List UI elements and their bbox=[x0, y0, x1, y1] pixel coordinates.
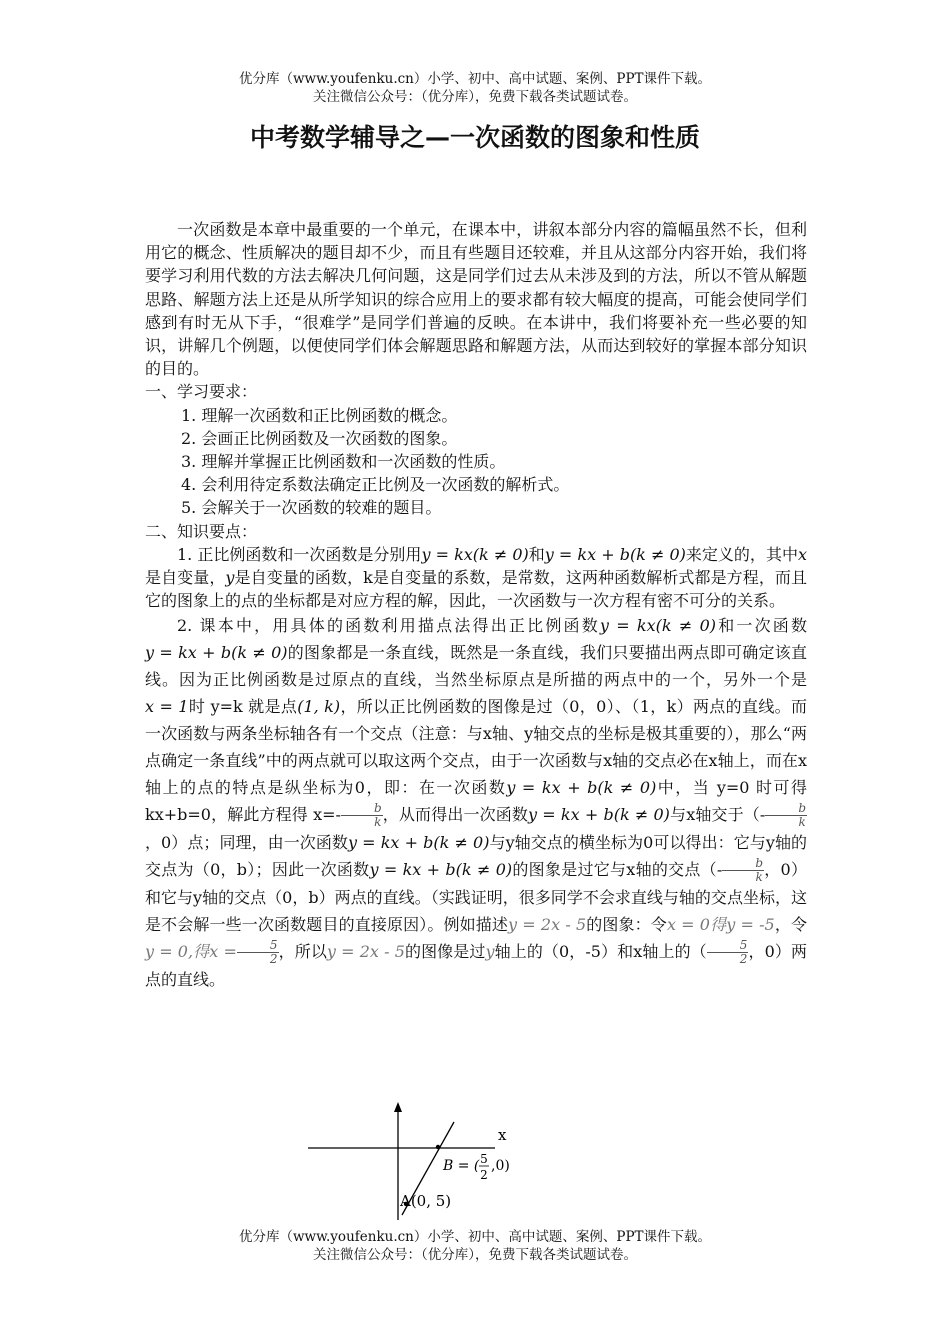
point-b-label: B = ( bbox=[443, 1158, 480, 1174]
document-title: 中考数学辅导之—一次函数的图象和性质 bbox=[249, 123, 700, 152]
point-b bbox=[436, 1145, 440, 1149]
section-2-heading: 二、知识要点： bbox=[145, 521, 258, 541]
x-axis-label: x bbox=[498, 1126, 507, 1144]
knowledge-point-1: 1. 正比例函数和一次函数是分别用y = kx(k ≠ 0)和y = kx + b(k ≠ 0)来定义的，其中x是自变量，y是自变量的函数，k是自变量的系数，是常数，这两种函数解析式都是方程，而且它的图象上的点的坐标都是对应方程的解，因此，一次函数与一次方程有密不可分的关系。 bbox=[145, 544, 807, 611]
requirement-item: 5. 会解关于一次函数的较难的题目。 bbox=[181, 498, 442, 518]
knowledge-point-2: 2. 课本中，用具体的函数利用描点法得出正比例函数y = kx(k ≠ 0)和一次函数y = kx + b(k ≠ 0)的图象都是一条直线，既然是一条直线，我们只要描出两点即可确定该直线。因为正比例函数是过原点的直线，当然坐标原点是所描的两点中的一个，另外一个是x = 1时 y=k 就是点(1, k)，所以正比例函数的图像是过（0，0）、（1，k）两点的直线。而一次函数与两条坐标轴各有一个交点（注意：与x轴、y轴交点的坐标是极其重要的），那么“两点确定一条直线”中的两点就可以取这两个交点，由于一次函数与x轴的交点必在x轴上，而在x轴上的点的特点是纵坐标为0，即：在一次函数y = kx + b(k ≠ 0)中，当 y=0 时可得 kx+b=0，解此方程得 x=- $\frac{b}{k}$ ，从而得出一次函数y = kx + b(k ≠ 0)与x轴交于（- $\frac{b}{k}$ ，0）点；同理，由一次函数y = kx + b(k ≠ 0)与y轴交点的横坐标为0可以得出：它与y轴的交点为（0，b）；因此一次函数y = kx + b(k ≠ 0)的图象是过它与x轴的交点（- $\frac{b}{k}$ ，0）和它与y轴的交点（0，b）两点的直线。（实践证明，很多同学不会求直线与轴的交点坐标，这是不会解一些一次函数题目的直接原因）。例如描述y = 2x - 5的图象：令x = 0得y = -5，令y = 0,得x = $\frac{5}{2}$ ，所以y = 2x - 5的图像是过y轴上的（0，-5）和x轴上的（ $\frac{5}{2}$ ，0）两点的直线。 bbox=[145, 616, 808, 990]
footer-line-1: 优分库（www.youfenku.cn）小学、初中、高中试题、案例、PPT课件下载。 bbox=[238, 1229, 712, 1245]
section-1-heading: 一、学习要求： bbox=[145, 382, 258, 402]
fraction-5-over-2: $\frac{5}{2}$ bbox=[237, 939, 279, 966]
point-b-frac-num: 5 bbox=[480, 1152, 488, 1166]
fraction-b-over-k: $\frac{b}{k}$ bbox=[765, 802, 807, 829]
point-a-label: A(0, 5) bbox=[400, 1192, 452, 1210]
requirement-item: 2. 会画正比例函数及一次函数的图象。 bbox=[181, 428, 458, 448]
fraction-5-over-2: $\frac{5}{2}$ bbox=[707, 939, 749, 966]
requirement-item: 1. 理解一次函数和正比例函数的概念。 bbox=[181, 405, 458, 425]
fraction-b-over-k: $\frac{b}{k}$ bbox=[341, 802, 383, 829]
fraction-b-over-k: $\frac{b}{k}$ bbox=[722, 857, 764, 884]
y-axis-arrow-icon bbox=[394, 1102, 402, 1112]
requirement-item: 4. 会利用待定系数法确定正比例及一次函数的解析式。 bbox=[181, 475, 570, 495]
header-line-2: 关注微信公众号：（优分库），免费下载各类试题试卷。 bbox=[313, 89, 637, 105]
point-b-frac-den: 2 bbox=[480, 1168, 488, 1182]
header-line-1: 优分库（www.youfenku.cn）小学、初中、高中试题、案例、PPT课件下载。 bbox=[238, 71, 712, 87]
point-b-label-tail: ,0) bbox=[491, 1158, 510, 1174]
footer-line-2: 关注微信公众号：（优分库），免费下载各类试题试卷。 bbox=[313, 1247, 637, 1263]
intro-paragraph: 一次函数是本章中最重要的一个单元，在课本中，讲叙本部分内容的篇幅虽然不长，但利用它的概念、性质解决的题目却不少，而且有些题目还较难，并且从这部分内容开始，我们将要学习利用代数的方法去解决几何问题，这是同学们过去从未涉及到的方法，所以不管从解题思路、解题方法上还是从所学知识的综合应用上的要求都有较大幅度的提高，可能会使同学们感到有时无从下手，“很难学”是同学们普遍的反映。在本讲中，我们将要补充一些必要的知识，讲解几个例题，以便使同学们体会解题思路和解题方法，从而达到较好的掌握本部分知识的目的。 bbox=[145, 220, 807, 379]
requirement-item: 3. 理解并掌握正比例函数和一次函数的性质。 bbox=[181, 452, 506, 472]
line-graph-figure bbox=[300, 1100, 560, 1220]
document-body bbox=[145, 218, 807, 993]
